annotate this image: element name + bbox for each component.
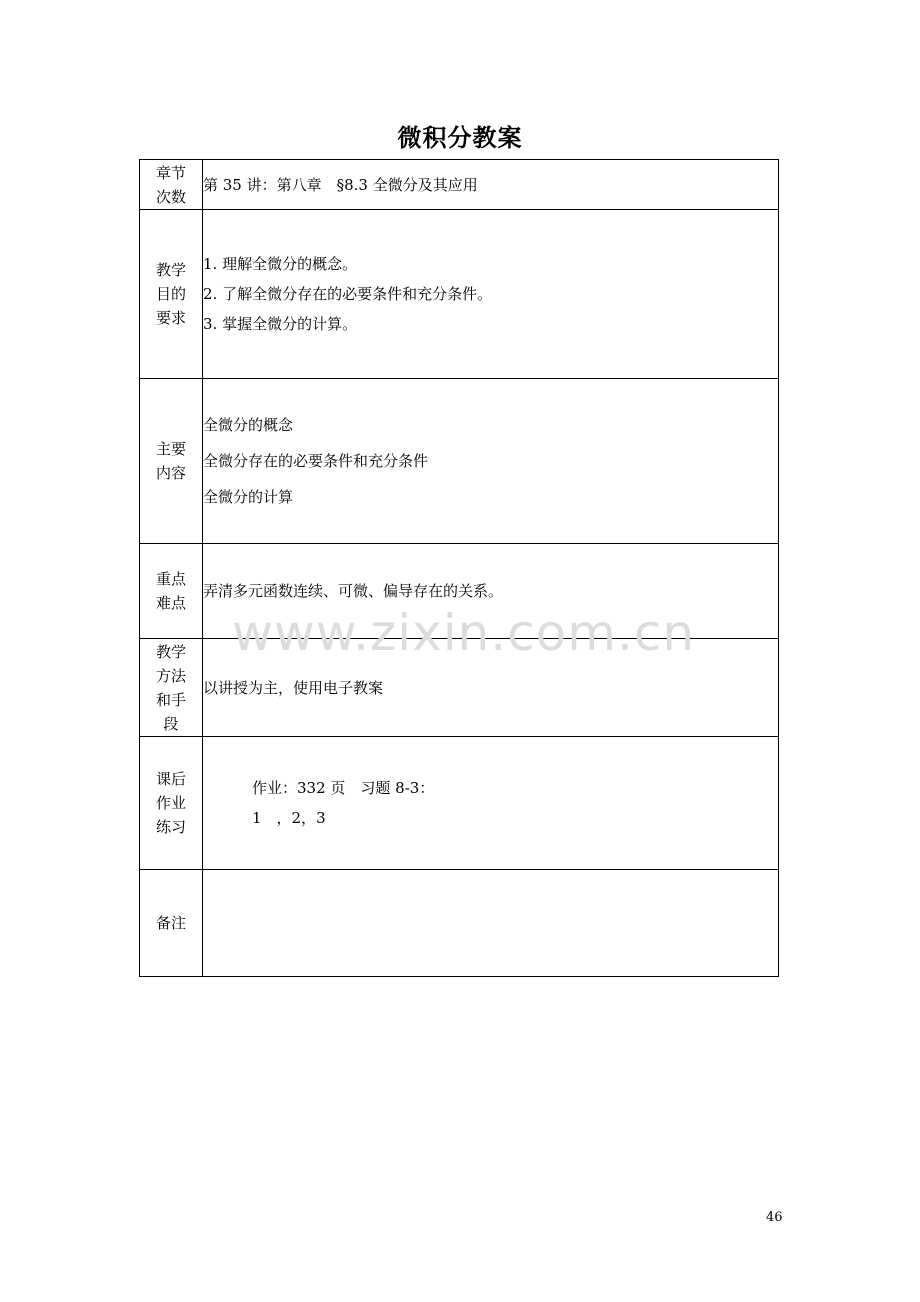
objective-item: 2. 了解全微分存在的必要条件和充分条件。 xyxy=(203,285,493,303)
content-item: 全微分的计算 xyxy=(203,488,294,506)
notes-content xyxy=(203,870,779,977)
row-method xyxy=(140,639,779,737)
lesson-plan-table xyxy=(139,159,779,977)
chapter-text: 第 35 讲：第八章 §8.3 全微分及其应用 xyxy=(203,175,478,194)
row-objectives xyxy=(140,210,779,379)
row-label: 教学 目的 要求 xyxy=(140,210,203,379)
row-label: 课后 作业 练习 xyxy=(140,737,203,870)
row-content xyxy=(203,737,779,870)
content-item: 全微分的概念 xyxy=(203,416,294,434)
row-label: 章节 次数 xyxy=(140,160,203,210)
row-key-points xyxy=(140,544,779,639)
homework-line: 作业：332 页 习题 8-3： xyxy=(252,779,435,797)
objective-item: 3. 掌握全微分的计算。 xyxy=(203,315,358,333)
row-content xyxy=(203,544,779,639)
objective-item: 1. 理解全微分的概念。 xyxy=(203,255,358,273)
row-content xyxy=(203,210,779,379)
row-main-content xyxy=(140,379,779,544)
homework-line: 1 ，2，3 xyxy=(252,809,326,827)
row-label: 教学 方法 和手 段 xyxy=(140,639,203,737)
content-item: 全微分存在的必要条件和充分条件 xyxy=(203,452,429,470)
row-content xyxy=(203,639,779,737)
row-label: 重点 难点 xyxy=(140,544,203,639)
row-content xyxy=(203,160,779,210)
watermark-text: www.zixin.com.cn xyxy=(232,604,696,662)
page-number: 46 xyxy=(766,1210,783,1225)
row-label: 备注 xyxy=(140,870,203,977)
row-chapter xyxy=(140,160,779,210)
method-text: 以讲授为主，使用电子教案 xyxy=(203,678,384,697)
row-notes xyxy=(140,870,779,977)
row-content xyxy=(203,379,779,544)
key-points-text: 弄清多元函数连续、可微、偏导存在的关系。 xyxy=(203,582,504,600)
row-label: 主要 内容 xyxy=(140,379,203,544)
page-title: 微积分教案 xyxy=(397,124,523,152)
row-homework xyxy=(140,737,779,870)
